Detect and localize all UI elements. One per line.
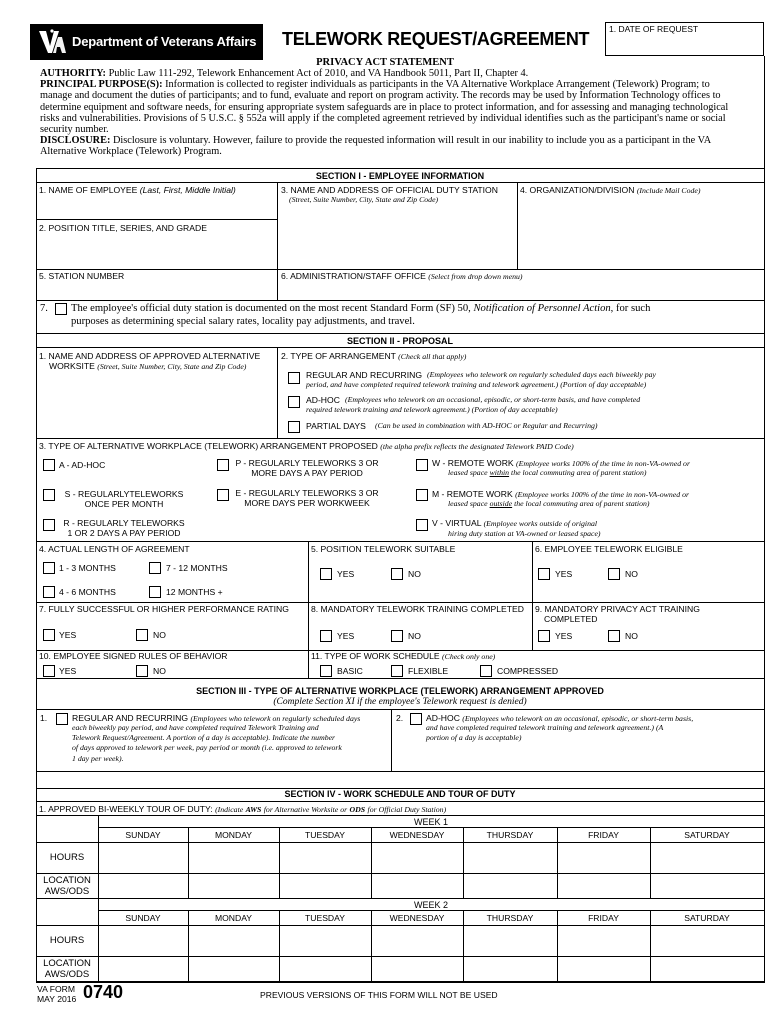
type-w-note: leased space within the local commuting area of parent station) xyxy=(448,468,647,477)
week-2-location-sunday[interactable] xyxy=(101,960,185,978)
eligible-no-label: NO xyxy=(625,569,638,579)
form-label: VA FORM xyxy=(37,984,76,994)
week-1-hours-monday[interactable] xyxy=(191,846,276,868)
station-number-label: 5. STATION NUMBER xyxy=(39,271,125,281)
schedule-flexible-checkbox[interactable] xyxy=(391,665,403,677)
schedule-compressed-label: COMPRESSED xyxy=(497,666,559,676)
department-name: Department of Veterans Affairs xyxy=(72,34,257,49)
week-2-hours-sunday[interactable] xyxy=(101,929,185,951)
type-v-label: V - VIRTUAL (Employee works outside of original xyxy=(432,518,598,528)
week-2-location-thursday[interactable] xyxy=(466,960,554,978)
week-1-location-sunday[interactable] xyxy=(101,877,185,895)
training-no-checkbox[interactable] xyxy=(391,630,403,642)
va-logo-icon xyxy=(37,28,67,56)
week-1-hours-saturday[interactable] xyxy=(653,846,761,868)
approved-adhoc-label: AD-HOC (Employees who telework on an occasional, episodic, or short-term basis, xyxy=(426,713,694,723)
week-2-hours-label: HOURS xyxy=(49,935,85,946)
performance-no-checkbox[interactable] xyxy=(136,629,148,641)
week-2-location-saturday[interactable] xyxy=(653,960,761,978)
privacy-training-no-label: NO xyxy=(625,631,638,641)
date-of-request-label: 1. DATE OF REQUEST xyxy=(609,24,699,34)
approved-regular-label: REGULAR AND RECURRING (Employees who telework on regularly scheduled days xyxy=(72,713,361,723)
week-1-hours-wednesday[interactable] xyxy=(374,846,460,868)
privacy-training-no-checkbox[interactable] xyxy=(608,630,620,642)
rules-no-label: NO xyxy=(153,666,166,676)
arrangement-regular-note: (Employees who telework on regularly scheduled days each biweekly pay xyxy=(427,370,656,379)
arrangement-adhoc-label: AD-HOC xyxy=(306,395,340,405)
duty-station-label: 3. NAME AND ADDRESS OF OFFICIAL DUTY STATION xyxy=(281,185,498,195)
week-1-day-monday: MONDAY xyxy=(214,830,253,840)
type-s-label: S - REGULARLYTELEWORKS ONCE PER MONTH xyxy=(64,489,184,509)
duty-station-note: (Street, Suite Number, City, State and Zip Code) xyxy=(289,195,439,204)
eligible-yes-checkbox[interactable] xyxy=(538,568,550,580)
arrangement-regular-label: REGULAR AND RECURRING xyxy=(306,370,423,380)
training-no-label: NO xyxy=(408,631,421,641)
week-1-hours-label: HOURS xyxy=(49,852,85,863)
privacy-training-yes-label: YES xyxy=(555,631,573,641)
approved-regular-checkbox[interactable] xyxy=(56,713,68,725)
week-2-location-tuesday[interactable] xyxy=(282,960,368,978)
week-1-day-wednesday: WEDNESDAY xyxy=(389,830,445,840)
week-2-hours-wednesday[interactable] xyxy=(374,929,460,951)
week-2-location-label: LOCATION AWS/ODS xyxy=(43,958,91,980)
purpose-text: Information is collected to register individuals as participants in the VA Alternative Workplace Arrangement (Telework) Program; to manage and document the duties of participants; and to fund, evaluate and report on program activity. The records may be used by Information Technology offices to determine equipment and software needs, for ensuring appropriate system safeguards are in place to protect information, and for assessing and managing technological risks and vulnerabilities. Provisions of 5 U.S.C. § 552a will apply if the completed agreement retrieved by individual identifies such as the participant's name or social security number. xyxy=(40,79,729,136)
week-2-day-thursday: THURSDAY xyxy=(486,913,534,923)
length-12-plus-label: 12 MONTHS + xyxy=(166,587,223,597)
arrangement-adhoc-note-2: required telework training and telework agreement.) (Portion of day acceptable) xyxy=(306,405,558,414)
privacy-training-label: 9. MANDATORY PRIVACY ACT TRAINING COMPLETED xyxy=(535,604,700,624)
length-label: 4. ACTUAL LENGTH OF AGREEMENT xyxy=(39,544,190,554)
sf50-checkbox[interactable] xyxy=(55,303,67,315)
date-of-request-input[interactable] xyxy=(610,38,760,52)
form-title: TELEWORK REQUEST/AGREEMENT xyxy=(282,29,590,49)
schedule-compressed-checkbox[interactable] xyxy=(480,665,492,677)
week-1-location-tuesday[interactable] xyxy=(282,877,368,895)
rules-label: 10. EMPLOYEE SIGNED RULES OF BEHAVIOR xyxy=(39,651,228,661)
week-1-location-monday[interactable] xyxy=(191,877,276,895)
type-r-label: R - REGULARLY TELEWORKS 1 OR 2 DAYS A PAY PERIOD xyxy=(63,518,185,538)
performance-yes-checkbox[interactable] xyxy=(43,629,55,641)
item7-number: 7. xyxy=(40,303,48,314)
form-number: 0740 xyxy=(83,982,124,1002)
week-1-day-tuesday: TUESDAY xyxy=(305,830,345,840)
section-2-heading: SECTION II - PROPOSAL xyxy=(346,336,453,346)
duty-station-input[interactable] xyxy=(281,208,514,266)
organization-input[interactable] xyxy=(521,198,761,264)
approved-item2-number: 2. xyxy=(396,713,404,723)
week-1-location-thursday[interactable] xyxy=(466,877,554,895)
week-2-day-wednesday: WEDNESDAY xyxy=(389,913,445,923)
type-m-note: leased space outside the local commuting area of parent station) xyxy=(448,499,650,508)
length-4-6-label: 4 - 6 MONTHS xyxy=(59,587,116,597)
week-2-hours-thursday[interactable] xyxy=(466,929,554,951)
performance-yes-label: YES xyxy=(59,630,77,640)
week-2-hours-tuesday[interactable] xyxy=(282,929,368,951)
week-2-day-monday: MONDAY xyxy=(214,913,253,923)
week-2-hours-monday[interactable] xyxy=(191,929,276,951)
rules-yes-checkbox[interactable] xyxy=(43,665,55,677)
type-e-label: E - REGULARLY TELEWORKS 3 OR MORE DAYS PER WORKWEEK xyxy=(235,488,379,508)
privacy-heading: PRIVACY ACT STATEMENT xyxy=(316,57,454,68)
type-w-label: W - REMOTE WORK (Employee works 100% of the time in non-VA-owned or xyxy=(432,458,690,468)
week-2-day-friday: FRIDAY xyxy=(588,913,619,923)
week-2-location-friday[interactable] xyxy=(560,960,647,978)
disclosure-label: DISCLOSURE: xyxy=(40,135,111,147)
type-p-label: P - REGULARLY TELEWORKS 3 OR MORE DAYS A PAY PERIOD xyxy=(235,458,379,478)
rules-yes-label: YES xyxy=(59,666,77,676)
week-1-location-friday[interactable] xyxy=(560,877,647,895)
type-v-checkbox[interactable] xyxy=(416,519,428,531)
eligible-label: 6. EMPLOYEE TELEWORK ELIGIBLE xyxy=(535,544,683,554)
tour-label: 1. APPROVED BI-WEEKLY TOUR OF DUTY: (Indicate AWS for Alternative Worksite or ODS for Official Duty Station) xyxy=(39,804,447,814)
eligible-no-checkbox[interactable] xyxy=(608,568,620,580)
length-7-12-checkbox[interactable] xyxy=(149,562,161,574)
approved-item1-number: 1. xyxy=(40,713,48,723)
arrangement-adhoc-checkbox[interactable] xyxy=(288,396,300,408)
week-1-day-saturday: SATURDAY xyxy=(684,830,730,840)
employee-name-input[interactable] xyxy=(40,198,274,214)
type-a-checkbox[interactable] xyxy=(43,459,55,471)
employee-name-label: 1. NAME OF EMPLOYEE (Last, First, Middle Initial) xyxy=(39,185,236,195)
performance-label: 7. FULLY SUCCESSFUL OR HIGHER PERFORMANCE RATING xyxy=(39,604,289,614)
week-1-location-saturday[interactable] xyxy=(653,877,761,895)
arrangement-label: 2. TYPE OF ARRANGEMENT (Check all that apply) xyxy=(281,351,467,361)
week-2-day-saturday: SATURDAY xyxy=(684,913,730,923)
length-12-plus-checkbox[interactable] xyxy=(149,586,161,598)
week-2-hours-saturday[interactable] xyxy=(653,929,761,951)
suitable-yes-label: YES xyxy=(337,569,355,579)
suitable-no-checkbox[interactable] xyxy=(391,568,403,580)
position-title-input[interactable] xyxy=(40,236,274,264)
type-r-checkbox[interactable] xyxy=(43,519,55,531)
week-1-location-wednesday[interactable] xyxy=(374,877,460,895)
item7-text: The employee's official duty station is documented on the most recent Standard Form (SF) 50, Notification of Personnel Action, for such purposes as determining special salary rates, locality pay adjustments, and travel. xyxy=(71,303,651,327)
arrangement-partial-note: (Can be used in combination with AD-HOC or Regular and Recurring) xyxy=(375,421,598,430)
training-label: 8. MANDATORY TELEWORK TRAINING COMPLETED xyxy=(311,604,524,614)
type3-label: 3. TYPE OF ALTERNATIVE WORKPLACE (TELEWORK) ARRANGEMENT PROPOSED (the alpha prefix reflects the designated Telework PAID Code) xyxy=(39,441,574,451)
week-2-location-wednesday[interactable] xyxy=(374,960,460,978)
section-3-subheading: (Complete Section XI if the employee's Telework request is denied) xyxy=(273,697,527,707)
disclosure-text: Disclosure is voluntary. However, failure to provide the requested information will result in our inability to include you as a participant in the VA Alternative Workplace (Telework) Program. xyxy=(40,135,711,158)
type-m-checkbox[interactable] xyxy=(416,489,428,501)
week-1-day-sunday: SUNDAY xyxy=(125,830,161,840)
approved-regular-note: each biweekly pay period, and have completed required Telework Training and Telework Request/Agreement. A portion of a day is acceptable). Indicate the number of days approved to telework per week, pay period or month (i.e. approved to telework 1 day per week). xyxy=(72,723,342,763)
week-1-hours-tuesday[interactable] xyxy=(282,846,368,868)
week-1-hours-friday[interactable] xyxy=(560,846,647,868)
week-2-hours-friday[interactable] xyxy=(560,929,647,951)
station-number-input[interactable] xyxy=(40,283,274,297)
arrangement-adhoc-note: (Employees who telework on an occasional, episodic, or short-term basis, and have completed xyxy=(345,395,641,404)
week-2-day-tuesday: TUESDAY xyxy=(305,913,345,923)
performance-no-label: NO xyxy=(153,630,166,640)
length-1-3-label: 1 - 3 MONTHS xyxy=(59,563,116,573)
position-title-label: 2. POSITION TITLE, SERIES, AND GRADE xyxy=(39,223,207,233)
type-p-checkbox[interactable] xyxy=(217,459,229,471)
section-3-heading: SECTION III - TYPE OF ALTERNATIVE WORKPLACE (TELEWORK) ARRANGEMENT APPROVED xyxy=(196,686,604,696)
privacy-statement xyxy=(40,68,740,158)
type-w-checkbox[interactable] xyxy=(416,459,428,471)
type-e-checkbox[interactable] xyxy=(217,489,229,501)
schedule-basic-label: BASIC xyxy=(337,666,363,676)
arrangement-regular-note-2: period, and have completed required telework training and telework agreement.) (Portion of day acceptable) xyxy=(306,380,647,389)
section-4-heading: SECTION IV - WORK SCHEDULE AND TOUR OF DUTY xyxy=(284,789,516,799)
week-1-day-thursday: THURSDAY xyxy=(486,830,534,840)
length-7-12-label: 7 - 12 MONTHS xyxy=(166,563,228,573)
suitable-no-label: NO xyxy=(408,569,421,579)
week-1-location-label: LOCATION AWS/ODS xyxy=(43,875,91,897)
previous-versions-notice: PREVIOUS VERSIONS OF THIS FORM WILL NOT BE USED xyxy=(260,990,498,1000)
eligible-yes-label: YES xyxy=(555,569,573,579)
admin-office-label: 6. ADMINISTRATION/STAFF OFFICE (Select from drop down menu) xyxy=(281,271,523,281)
purpose-label: PRINCIPAL PURPOSE(S): xyxy=(40,79,163,91)
schedule-flexible-label: FLEXIBLE xyxy=(408,666,449,676)
type-s-checkbox[interactable] xyxy=(43,489,55,501)
organization-label: 4. ORGANIZATION/DIVISION (Include Mail Code) xyxy=(520,185,701,195)
week-1-day-friday: FRIDAY xyxy=(588,830,619,840)
suitable-yes-checkbox[interactable] xyxy=(320,568,332,580)
rules-no-checkbox[interactable] xyxy=(136,665,148,677)
alt-worksite-input[interactable] xyxy=(40,374,274,434)
alt-worksite-label: 1. NAME AND ADDRESS OF APPROVED ALTERNATIVE WORKSITE (Street, Suite Number, City, State and Zip Code) xyxy=(39,351,261,371)
length-1-3-checkbox[interactable] xyxy=(43,562,55,574)
week-2-label: WEEK 2 xyxy=(413,900,448,910)
training-yes-checkbox[interactable] xyxy=(320,630,332,642)
authority-text: Public Law 111-292, Telework Enhancement Act of 2010, and VA Handbook 5011, Part II, Chapter 4. xyxy=(108,68,529,79)
arrangement-partial-checkbox[interactable] xyxy=(288,421,300,433)
week-2-location-monday[interactable] xyxy=(191,960,276,978)
suitable-label: 5. POSITION TELEWORK SUITABLE xyxy=(311,544,456,554)
schedule-basic-checkbox[interactable] xyxy=(320,665,332,677)
schedule-label: 11. TYPE OF WORK SCHEDULE (Check only one) xyxy=(311,651,496,661)
type-m-label: M - REMOTE WORK (Employee works 100% of the time in non-VA-owned or xyxy=(432,489,690,499)
privacy-training-yes-checkbox[interactable] xyxy=(538,630,550,642)
training-yes-label: YES xyxy=(337,631,355,641)
form-date: MAY 2016 xyxy=(37,994,77,1004)
admin-office-select[interactable] xyxy=(281,283,761,297)
approved-adhoc-note: and have completed required telework training and telework agreement.) (A portion of a day is acceptable) xyxy=(426,723,664,743)
type-a-label: A - AD-HOC xyxy=(59,460,106,470)
week-1-label: WEEK 1 xyxy=(413,817,448,827)
week-1-hours-thursday[interactable] xyxy=(466,846,554,868)
week-1-hours-sunday[interactable] xyxy=(101,846,185,868)
authority-label: AUTHORITY: xyxy=(40,68,106,79)
type-v-note: hiring duty station at VA-owned or leased space) xyxy=(448,529,601,538)
arrangement-regular-checkbox[interactable] xyxy=(288,372,300,384)
section-1-heading: SECTION I - EMPLOYEE INFORMATION xyxy=(315,171,485,181)
length-4-6-checkbox[interactable] xyxy=(43,586,55,598)
week-2-day-sunday: SUNDAY xyxy=(125,913,161,923)
arrangement-partial-label: PARTIAL DAYS xyxy=(306,421,366,431)
approved-adhoc-checkbox[interactable] xyxy=(410,713,422,725)
